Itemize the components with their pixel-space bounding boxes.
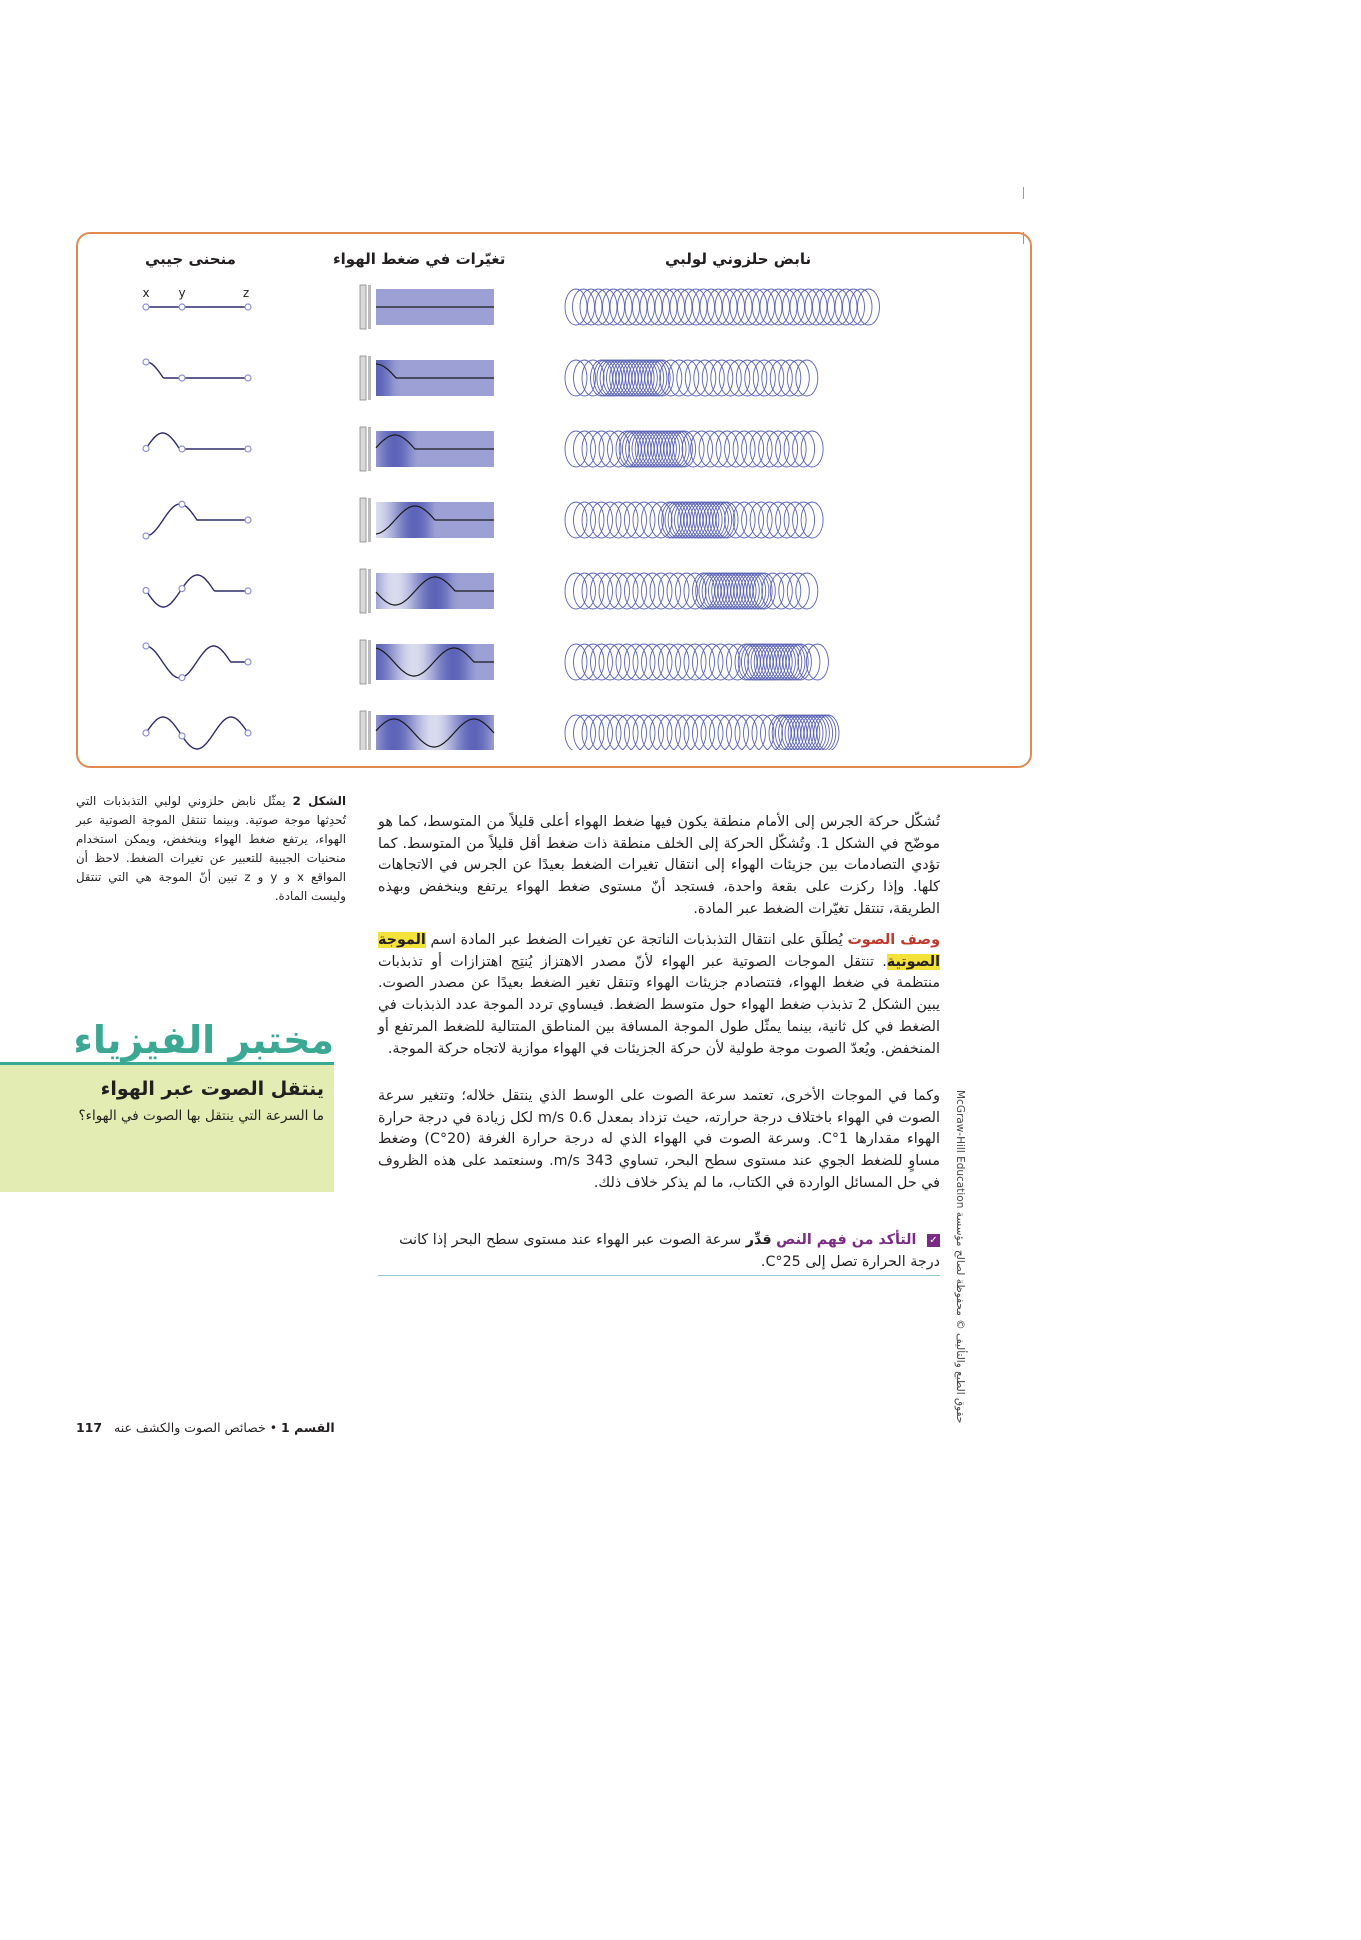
spring-coil <box>770 360 792 396</box>
spring-coil <box>608 573 630 609</box>
tuning-fork <box>360 356 366 400</box>
position-marker-z <box>245 659 251 665</box>
spring-coil <box>633 502 655 538</box>
spring-coil <box>591 502 613 538</box>
spring-coil <box>779 573 801 609</box>
spring-coil <box>565 573 587 609</box>
spring-coil <box>676 644 698 680</box>
spring-coil <box>796 360 818 396</box>
sine-curve <box>146 646 248 678</box>
tuning-fork <box>360 427 366 471</box>
spring-coil <box>701 644 723 680</box>
spring-coil <box>582 502 604 538</box>
caption-label: الشكل 2 <box>292 794 346 808</box>
spring-coil <box>753 360 775 396</box>
spring-coil <box>625 502 647 538</box>
footer-bullet: • <box>269 1420 278 1435</box>
footer-section: القسم 1 <box>281 1420 335 1435</box>
checkbox-icon: ✓ <box>927 1234 940 1247</box>
spring-coil <box>801 431 823 467</box>
spring-coil <box>793 431 815 467</box>
spring-coil <box>725 431 747 467</box>
spring-coil <box>633 573 655 609</box>
sound-wave-figure <box>76 270 1032 750</box>
spring-coil <box>787 573 809 609</box>
reading-check-verb: قدِّر <box>745 1232 772 1248</box>
position-marker-z <box>245 375 251 381</box>
reading-check-heading: التأكد من فهم النص <box>776 1232 917 1248</box>
spring-coil <box>801 502 823 538</box>
spring-coil <box>565 360 587 396</box>
position-label-z: z <box>242 286 250 300</box>
spring-coil <box>642 644 664 680</box>
spring-coil <box>727 644 749 680</box>
page-number: 117 <box>76 1420 103 1435</box>
spring-coil <box>677 360 699 396</box>
spring-coil <box>702 360 724 396</box>
tuning-fork <box>360 640 366 684</box>
spring-coil <box>659 573 681 609</box>
position-marker-z <box>245 588 251 594</box>
tuning-fork-tine <box>368 498 371 542</box>
spring-coil <box>806 644 828 680</box>
spring-coil <box>599 573 621 609</box>
spring-coil <box>718 644 740 680</box>
position-marker-z <box>245 730 251 736</box>
sine-curve <box>146 504 248 536</box>
position-marker-x <box>143 533 149 539</box>
position-marker-x <box>143 304 149 310</box>
spring-coil <box>565 644 587 680</box>
key-term: الموجة الصوتية <box>378 932 940 970</box>
spring-coil <box>667 573 689 609</box>
spring-coil <box>779 360 801 396</box>
position-marker-x <box>143 730 149 736</box>
spring-coil <box>574 360 596 396</box>
figure-caption <box>76 792 346 906</box>
caption-text: يمثّل نابض حلزوني لولبي التذبذبات التي تُحدِثها موجة صوتية. وبينما تنتقل الموجة الصوتية عبر الهواء، يرتفع ضغط الهواء وينخفض، ويمكن استخدام منحنيات الجيبية للتعبير عن تغيرات الضغط. لاحظ أن المواقع x و y و z تبين أنّ الموجة هي التي تنتقل وليست المادة. <box>76 794 347 903</box>
spring-coil <box>574 573 596 609</box>
spring-coil <box>728 360 750 396</box>
paragraph-text: يُطلَق على انتقال التذبذبات الناتجة عن تغيرات الضغط عبر المادة اسم <box>430 932 843 948</box>
spring-coil <box>650 644 672 680</box>
tuning-fork <box>360 498 366 542</box>
spring-coil <box>798 644 820 680</box>
spring-coil <box>745 360 767 396</box>
paragraph-text: . تنتقل الموجات الصوتية عبر الهواء لأنّ مصدر الاهتزاز يُنتِج اهتزازات أو تذبذبات منتظمة في ضغط الهواء، فتتصادم جزيئات الهواء وتنقل تغير الضغط بعيدًا عن مصدر الصوت. يبين الشكل 2 تذبذب ضغط الهواء حول متوسط الضغط. فيساوي تردد الموجة عدد الذبذبات في الضغط في كل ثانية، بينما يمثّل طول الموجة المسافة بين المناطق المتتالية للضغط المرتفع أو المنخفض. ويُعدّ الصوت موجة طولية لأن حركة الجزيئات في الهواء موازية لاتجاه حركة الموجة. <box>378 953 941 1057</box>
tuning-fork-tine <box>368 640 371 684</box>
spring-coil <box>668 360 690 396</box>
spring-coil <box>582 573 604 609</box>
spring-coil <box>784 431 806 467</box>
spring-coil <box>684 573 706 609</box>
spring-coil <box>659 644 681 680</box>
spring-coil <box>574 644 596 680</box>
spring-coil <box>642 573 664 609</box>
sine-curve <box>146 575 248 607</box>
spring-coil <box>742 431 764 467</box>
spring-coil <box>574 431 596 467</box>
position-marker-y <box>179 675 185 681</box>
copyright-text: حقوق الطبع والتأليف © محفوظة لصالح مؤسسة McGraw-Hill Education <box>954 1090 966 1424</box>
spring-coil <box>784 502 806 538</box>
spring-coil <box>650 573 672 609</box>
spring-coil <box>616 644 638 680</box>
spring-coil <box>599 431 621 467</box>
spring-coil <box>693 644 715 680</box>
spring-coil <box>767 502 789 538</box>
body-paragraph <box>378 930 940 1060</box>
reading-check <box>378 1230 940 1273</box>
spring-coil <box>796 573 818 609</box>
spring-coil <box>565 502 587 538</box>
spring-coil <box>625 644 647 680</box>
lab-title: مختبر الفيزياء <box>73 1018 334 1062</box>
spring-coil <box>762 360 784 396</box>
lab-subtitle: ينتقل الصوت عبر الهواء <box>100 1078 324 1100</box>
spring-coil <box>776 502 798 538</box>
body-paragraph: تُشكّل حركة الجرس إلى الأمام منطقة يكون فيها ضغط الهواء أعلى قليلاً من المتوسط، كما هو موضّح في الشكل 1. وتُشكّل الحركة إلى الخلف منطقة ذات ضغط أقل قليلاً من المتوسط. كما تؤدي التصادمات بين جزيئات الهواء إلى انتقال تغيرات الضغط بعيدًا عن الجرس في الاتجاهات كلها. وإذا ركزت على بقعة واحدة، فستجد أنّ مستوى ضغط الهواء يرتفع وينخفض وبهذه الطريقة، تنتقل تغيّرات الضغط عبر المادة. <box>378 814 940 917</box>
spring-coil <box>625 573 647 609</box>
spring-coil <box>699 431 721 467</box>
spring-coil <box>716 431 738 467</box>
tuning-fork-tine <box>368 711 371 750</box>
spring-coil <box>582 644 604 680</box>
spring-coil <box>650 502 672 538</box>
spring-coil <box>642 502 664 538</box>
spring-coil <box>667 644 689 680</box>
spring-coil <box>633 644 655 680</box>
footer-title: خصائص الصوت والكشف عنه <box>114 1420 266 1435</box>
spring-coil <box>684 644 706 680</box>
spring-coil <box>767 431 789 467</box>
spring-coil <box>616 573 638 609</box>
spring-coil <box>599 502 621 538</box>
spring-coil <box>770 573 792 609</box>
spring-coil <box>599 644 621 680</box>
position-marker-x <box>143 643 149 649</box>
tuning-fork <box>360 285 366 329</box>
spring-coil <box>776 431 798 467</box>
spring-coil <box>742 502 764 538</box>
spring-coil <box>793 502 815 538</box>
spring-coil <box>736 360 758 396</box>
spring-coil <box>582 431 604 467</box>
position-label-y: y <box>178 286 186 300</box>
spring-coil <box>685 360 707 396</box>
tuning-fork-tine <box>368 569 371 613</box>
spring-coil <box>616 502 638 538</box>
position-marker-z <box>245 517 251 523</box>
spring-coil <box>750 502 772 538</box>
spring-coil <box>591 431 613 467</box>
page-footer <box>76 1420 346 1435</box>
spring-coil <box>608 502 630 538</box>
spring-coil <box>591 644 613 680</box>
spring-coil <box>759 431 781 467</box>
position-marker-y <box>179 375 185 381</box>
spring-coil <box>591 573 613 609</box>
spring-coil <box>608 644 630 680</box>
spring-coil <box>582 360 604 396</box>
spring-coil <box>708 431 730 467</box>
tuning-fork-tine <box>368 356 371 400</box>
body-paragraph: وكما في الموجات الأخرى، تعتمد سرعة الصوت على الوسط الذي ينتقل خلاله؛ وتتغير سرعة الصوت في الهواء باختلاف درجة حرارته، حيث تزداد بمعدل 0.6 m/s لكل زيادة في درجة حرارة الهواء مقدارها 1°C. وسرعة الصوت في الهواء الذي له درجة حرارة الغرفة (20°C) وضغط مساوٍ للضغط الجوي عند مستوى سطح البحر، تساوي 343 m/s. وسنعتمد على هذه الظروف في حل المسائل الواردة في الكتاب، ما لم يذكر خلاف ذلك. <box>378 1088 940 1191</box>
column-header-sine: منحنى جيبي <box>145 250 236 268</box>
sine-curve <box>146 717 248 749</box>
position-marker-z <box>245 304 251 310</box>
position-marker-y <box>179 304 185 310</box>
sine-curve <box>146 433 248 449</box>
position-marker-x <box>143 445 149 451</box>
spring-coil <box>719 360 741 396</box>
position-marker-z <box>245 446 251 452</box>
position-marker-x <box>143 359 149 365</box>
spring-coil <box>733 431 755 467</box>
spring-coil <box>787 360 809 396</box>
spring-coil <box>759 502 781 538</box>
column-header-spring: نابض حلزوني لولبي <box>665 250 812 268</box>
paragraph-heading: وصف الصوت <box>847 932 940 948</box>
pressure-bar <box>376 715 494 750</box>
spring-coil <box>565 431 587 467</box>
tuning-fork-tine <box>368 285 371 329</box>
position-marker-y <box>179 733 185 739</box>
copyright-notice <box>950 1090 970 1424</box>
spring-coil <box>608 431 630 467</box>
spring-coil <box>694 360 716 396</box>
position-marker-y <box>179 446 185 452</box>
reading-check-text: سرعة الصوت عبر الهواء عند مستوى سطح البحر إذا كانت درجة الحرارة تصل إلى 25°C. <box>399 1232 940 1270</box>
spring-coil <box>660 360 682 396</box>
spring-coil <box>682 431 704 467</box>
position-marker-x <box>143 587 149 593</box>
spring-coil <box>762 573 784 609</box>
column-header-pressure: تغيّرات في ضغط الهواء <box>333 250 506 268</box>
spring-coil <box>733 502 755 538</box>
margin-mark <box>1023 187 1024 199</box>
spring-coil <box>691 431 713 467</box>
spring-coil <box>711 360 733 396</box>
spring-coil <box>725 502 747 538</box>
sine-curve <box>146 362 248 378</box>
spring-coil <box>676 573 698 609</box>
spring-coil <box>710 644 732 680</box>
position-marker-y <box>179 586 185 592</box>
tuning-fork <box>360 711 366 750</box>
tuning-fork-tine <box>368 427 371 471</box>
reading-check-divider <box>378 1275 940 1276</box>
position-label-x: x <box>142 286 150 300</box>
tuning-fork <box>360 569 366 613</box>
lab-question: ما السرعة التي ينتقل بها الصوت في الهواء؟ <box>78 1108 324 1124</box>
spring-coil <box>574 502 596 538</box>
position-marker-y <box>179 501 185 507</box>
spring-coil <box>750 431 772 467</box>
